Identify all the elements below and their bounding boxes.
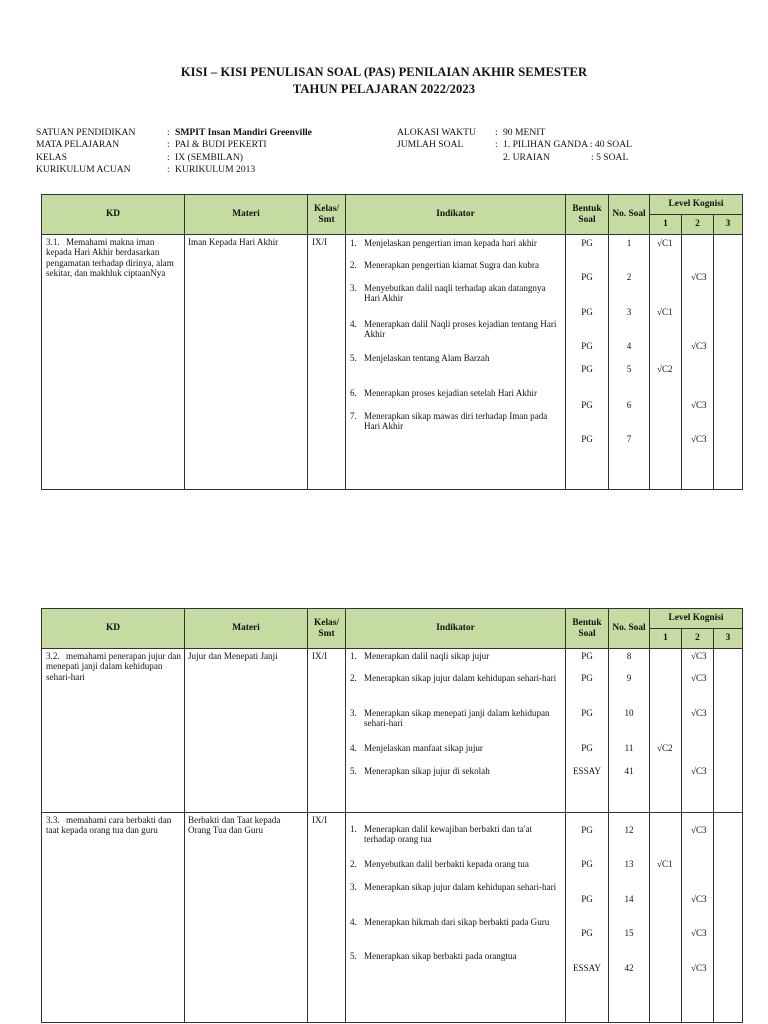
info-curriculum: KURIKULUM 2013 xyxy=(175,164,256,176)
no-cell xyxy=(609,235,650,490)
bentuk-value: PG xyxy=(581,743,593,753)
bentuk-value: PG xyxy=(581,825,593,835)
no-value: 9 xyxy=(626,673,632,683)
level1-cell xyxy=(650,649,682,813)
level1-cell xyxy=(650,813,682,1023)
level-mark: √C3 xyxy=(691,825,707,835)
bentuk-value: PG xyxy=(581,238,593,248)
info-subject: PAI & BUDI PEKERTI xyxy=(175,139,267,151)
kelas-text: IX/I xyxy=(312,237,328,247)
info-label: SATUAN PENDIDIKAN xyxy=(36,127,136,138)
header-level-2: 2 xyxy=(682,629,714,649)
bentuk-value: PG xyxy=(581,307,593,317)
level-mark: √C3 xyxy=(691,341,707,351)
level-mark: √C3 xyxy=(691,708,707,718)
materi-cell xyxy=(185,235,308,490)
kd-text: memahami cara berbakti dan taat kepada orang tua dan guru xyxy=(46,815,172,836)
indicator-item: 7. Menerapkan sikap mawas diri terhadap Iman pada Hari Akhir xyxy=(350,411,548,432)
info-label: MATA PELAJARAN xyxy=(36,139,120,151)
info-school: SMPIT Insan Mandiri Greenville xyxy=(175,127,312,138)
bentuk-cell xyxy=(566,649,609,813)
info-label: JUMLAH SOAL xyxy=(397,139,464,151)
indicator-item: 5. Menerapkan sikap jujur di sekolah xyxy=(350,766,490,776)
bentuk-value: ESSAY xyxy=(573,963,601,973)
kd-cell xyxy=(42,235,185,490)
header-materi: Materi xyxy=(185,195,308,235)
bentuk-value: PG xyxy=(581,651,593,661)
document-title: KISI – KISI PENULISAN SOAL (PAS) PENILAIAN AKHIR SEMESTER xyxy=(180,65,588,79)
level3-cell xyxy=(714,235,743,490)
info-label: ALOKASI WAKTU xyxy=(397,127,476,138)
bentuk-value: PG xyxy=(581,364,593,374)
level3-cell xyxy=(714,649,743,813)
info-right: ALOKASI WAKTU : 90 MENIT JUMLAH SOAL : 1. PILIHAN GANDA : 40 SOAL 2. URAIAN : 5 SOAL xyxy=(397,127,632,163)
header-level-3: 3 xyxy=(714,215,743,235)
info-left: SATUAN PENDIDIKAN : SMPIT Insan Mandiri Greenville MATA PELAJARAN : PAI & BUDI PEKERTI KELAS : IX (SEMBILAN) KURIKULUM ACUAN : KURIKULUM 2013 xyxy=(36,127,312,176)
materi-text: Jujur dan Menepati Janji xyxy=(188,651,278,661)
level-mark: √C3 xyxy=(691,673,707,683)
bentuk-value: PG xyxy=(581,928,593,938)
info-label: KELAS xyxy=(36,151,67,163)
no-cell xyxy=(609,649,650,813)
bentuk-value: PG xyxy=(581,400,593,410)
kd-text: Memahami makna iman kepada Hari Akhir berdasarkan pengamatan terhadap dirinya, alam sekitar, dan makhluk ciptaanNya xyxy=(46,237,174,279)
level-mark: √C1 xyxy=(657,238,673,248)
materi-text: Berbakti dan Taat kepada Orang Tua dan Guru xyxy=(188,815,281,836)
header-no: No. Soal xyxy=(609,609,650,649)
indicator-item: 1. Menerapkan dalil naqli sikap jujur xyxy=(350,651,490,661)
no-value: 41 xyxy=(624,766,634,776)
header-bentuk: Bentuk Soal xyxy=(566,609,609,649)
no-cell xyxy=(609,813,650,1023)
materi-cell xyxy=(185,649,308,813)
indicator-item: 1. Menjelaskan pengertian iman kepada hari akhir xyxy=(350,238,537,248)
kisi-table-2 xyxy=(41,608,743,1023)
level2-cell xyxy=(682,649,714,813)
indicator-item: 5. Menjelaskan tentang Alam Barzah xyxy=(350,353,490,363)
header-level-3: 3 xyxy=(714,629,743,649)
level-mark: √C3 xyxy=(691,766,707,776)
kd-number: 3.3. xyxy=(46,815,60,825)
kd-number: 3.2. xyxy=(46,651,60,661)
info-count-essay: : 5 SOAL xyxy=(591,151,629,163)
header-indikator: Indikator xyxy=(346,195,566,235)
level-mark: √C1 xyxy=(657,307,673,317)
indicator-item: 6. Menerapkan proses kejadian setelah Hari Akhir xyxy=(350,388,537,398)
no-value: 6 xyxy=(626,400,632,410)
header-kelas: Kelas/ Smt xyxy=(308,195,346,235)
level-mark: √C3 xyxy=(691,272,707,282)
header-level-2: 2 xyxy=(682,215,714,235)
info-label: KURIKULUM ACUAN xyxy=(36,164,131,176)
header-level: Level Kognisi xyxy=(650,195,743,215)
materi-cell xyxy=(185,813,308,1023)
kd-number: 3.1. xyxy=(46,237,60,247)
info-class: IX (SEMBILAN) xyxy=(175,151,243,163)
level-mark: √C3 xyxy=(691,894,707,904)
bentuk-value: ESSAY xyxy=(573,766,601,776)
header-bentuk: Bentuk Soal xyxy=(566,195,609,235)
indicator-item: 3. Menerapkan sikap jujur dalam kehidupan sehari-hari xyxy=(350,882,557,892)
kd-text: memahami penerapan jujur dan menepati janji dalam kehidupan sehari-hari xyxy=(46,651,181,682)
materi-text: Iman Kepada Hari Akhir xyxy=(188,237,279,247)
bentuk-value: PG xyxy=(581,673,593,683)
indicator-item: 4. Menjelaskan manfaat sikap jujur xyxy=(350,743,483,753)
header-level-1: 1 xyxy=(650,629,682,649)
indicator-item: 4. Menerapkan dalil Naqli proses kejadian tentang Hari Akhir xyxy=(350,319,557,340)
no-value: 15 xyxy=(624,928,634,938)
indikator-cell xyxy=(346,813,566,1023)
indikator-cell xyxy=(346,235,566,490)
header-no: No. Soal xyxy=(609,195,650,235)
kd-cell xyxy=(42,649,185,813)
indicator-item: 5. Menerapkan sikap berbakti pada orangtua xyxy=(350,951,517,961)
header-level: Level Kognisi xyxy=(650,609,743,629)
no-value: 4 xyxy=(626,341,632,351)
level-mark: √C3 xyxy=(691,400,707,410)
no-value: 14 xyxy=(624,894,634,904)
bentuk-value: PG xyxy=(581,341,593,351)
bentuk-value: PG xyxy=(581,434,593,444)
bentuk-value: PG xyxy=(581,894,593,904)
level2-cell xyxy=(682,235,714,490)
level1-cell xyxy=(650,235,682,490)
indikator-cell xyxy=(346,649,566,813)
header-materi: Materi xyxy=(185,609,308,649)
header-indikator: Indikator xyxy=(346,609,566,649)
header-kd: KD xyxy=(42,195,185,235)
level-mark: √C2 xyxy=(657,364,673,374)
info-count-essay-label: 2. URAIAN xyxy=(503,151,550,163)
kd-cell xyxy=(42,813,185,1023)
info-count-pg: 1. PILIHAN GANDA : 40 SOAL xyxy=(503,139,632,151)
level3-cell xyxy=(714,813,743,1023)
level-mark: √C3 xyxy=(691,963,707,973)
indicator-item: 4. Menerapkan hikmah dari sikap berbakti pada Guru xyxy=(350,917,550,927)
level-mark: √C3 xyxy=(691,928,707,938)
indicator-item: 1. Menerapkan dalil kewajiban berbakti dan ta'at terhadap orang tua xyxy=(350,824,533,845)
level2-cell xyxy=(682,813,714,1023)
header-level-1: 1 xyxy=(650,215,682,235)
indicator-item: 2. Menerapkan pengertian kiamat Sugra dan kubra xyxy=(350,260,539,270)
no-value: 7 xyxy=(626,434,632,444)
bentuk-cell xyxy=(566,813,609,1023)
document-subtitle: TAHUN PELAJARAN 2022/2023 xyxy=(292,82,476,96)
no-value: 3 xyxy=(626,307,632,317)
no-value: 11 xyxy=(624,743,634,753)
bentuk-value: PG xyxy=(581,859,593,869)
bentuk-cell xyxy=(566,235,609,490)
header-kelas: Kelas/ Smt xyxy=(308,609,346,649)
kelas-text: IX/I xyxy=(312,815,328,825)
indicator-item: 2. Menerapkan sikap jujur dalam kehidupan sehari-hari xyxy=(350,673,557,683)
level-mark: √C3 xyxy=(691,434,707,444)
header-kd: KD xyxy=(42,609,185,649)
no-value: 1 xyxy=(626,238,632,248)
indicator-item: 3. Menyebutkan dalil naqli terhadap akan datangnya Hari Akhir xyxy=(350,283,546,304)
indicator-item: 3. Menerapkan sikap menepati janji dalam kehidupan sehari-hari xyxy=(350,708,550,729)
kisi-table-1 xyxy=(41,194,743,490)
no-value: 42 xyxy=(624,963,634,973)
no-value: 5 xyxy=(626,364,632,374)
kelas-cell xyxy=(308,813,346,1023)
no-value: 2 xyxy=(626,272,632,282)
kelas-text: IX/I xyxy=(312,651,328,661)
level-mark: √C3 xyxy=(691,651,707,661)
no-value: 10 xyxy=(624,708,634,718)
bentuk-value: PG xyxy=(581,708,593,718)
info-duration: 90 MENIT xyxy=(503,127,546,138)
kelas-cell xyxy=(308,235,346,490)
no-value: 12 xyxy=(624,825,634,835)
kelas-cell xyxy=(308,649,346,813)
level-mark: √C2 xyxy=(657,743,673,753)
indicator-item: 2. Menyebutkan dalil berbakti kepada orang tua xyxy=(350,859,529,869)
level-mark: √C1 xyxy=(657,859,673,869)
no-value: 13 xyxy=(624,859,634,869)
no-value: 8 xyxy=(626,651,632,661)
bentuk-value: PG xyxy=(581,272,593,282)
